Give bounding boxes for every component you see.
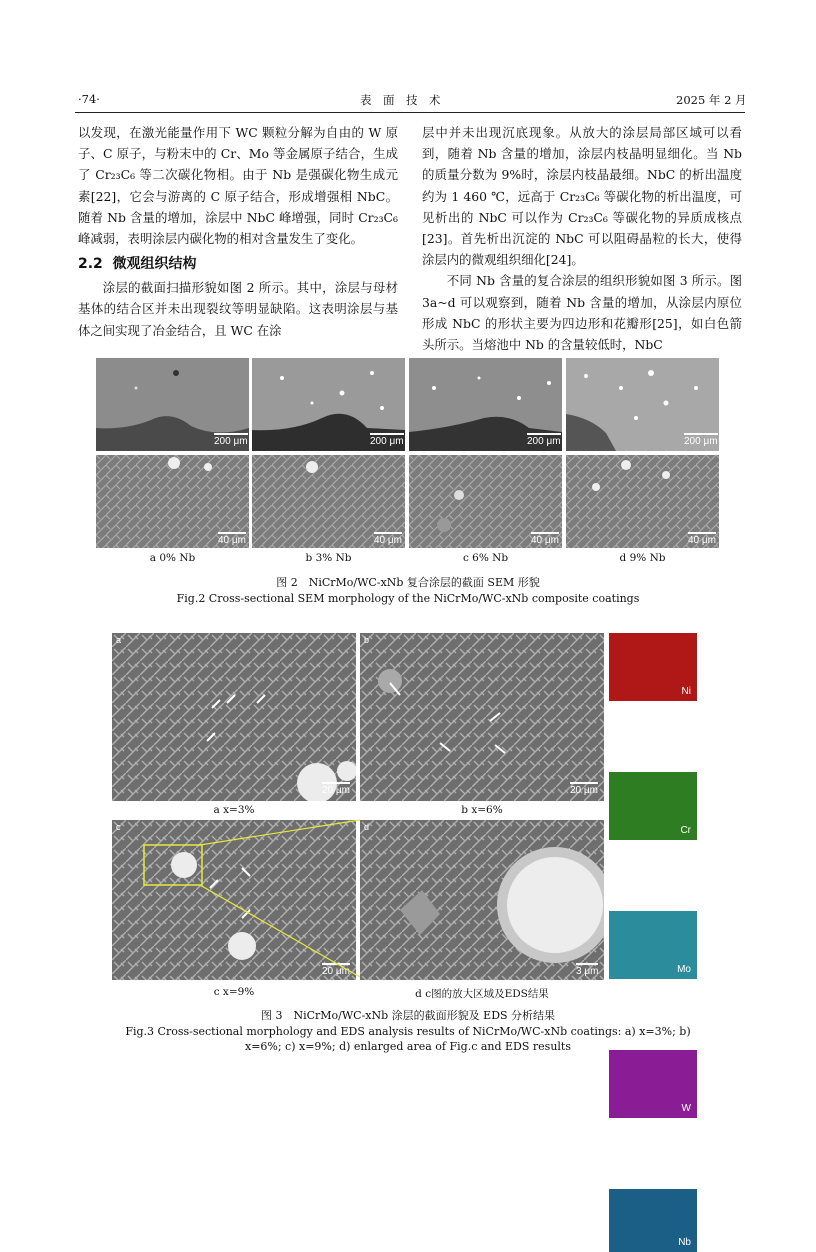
fig2-panel-d-bottom — [566, 455, 719, 548]
fig2-label-b: b 3% Nb — [305, 552, 352, 564]
fig2-scale-c-bottom: 40 μm — [531, 535, 559, 546]
left-paragraph-2: 涂层的截面扫描形貌如图 2 所示。其中，涂层与母材基体的结合区并未出现裂纹等明显缺陷。这表明涂层与基体之间实现了冶金结合，且 WC 在涂 — [78, 280, 398, 338]
fig3-panel-b — [360, 633, 604, 801]
eds-map-mo — [609, 911, 697, 979]
fig2-panel-c-top — [409, 358, 562, 451]
zoom-connector-lines — [200, 815, 370, 985]
fig2-scale-d: 200 μm — [684, 436, 718, 447]
eds-map-ni — [609, 633, 697, 701]
fig2-panel-b-top — [252, 358, 405, 451]
right-paragraph-2: 不同 Nb 含量的复合涂层的组织形貌如图 3 所示。图 3a~d 可以观察到，随着 Nb 含量的增加，从涂层内原位形成 NbC 的形状主要为四边形和花瓣形[25]，如白色箭头所示。当熔池中 Nb 的含量较低时，NbC — [422, 273, 742, 353]
fig3-label-a: a x=3% — [213, 804, 255, 816]
fig3-label-c: c x=9% — [213, 986, 255, 998]
fig3-tag-b: b — [364, 635, 370, 645]
fig2-scale-c: 200 μm — [527, 436, 561, 447]
fig2-caption-cn: 图 2 NiCrMo/WC-xNb 复合涂层的截面 SEM 形貌 — [276, 576, 540, 589]
journal-title: 表 面 技 术 — [360, 93, 441, 107]
section-heading — [78, 253, 398, 275]
fig3-caption-en-1: Fig.3 Cross-sectional morphology and EDS analysis results of NiCrMo/WC-xNb coatings: a) x=3%; b) — [125, 1025, 691, 1038]
fig2-panel-a-bottom — [96, 455, 249, 548]
section-number: 2.2 — [78, 256, 103, 273]
fig3-scale-c: 20 μm — [322, 966, 350, 977]
fig3-tag-d: d — [364, 822, 370, 832]
eds-label-mo: Mo — [677, 964, 691, 975]
fig2-label-c: c 6% Nb — [462, 552, 509, 564]
fig3-panel-d — [360, 820, 604, 980]
header-rule — [75, 112, 745, 113]
fig2-panel-c-bottom — [409, 455, 562, 548]
fig3-panel-a — [112, 633, 356, 801]
section-title: 微观组织结构 — [112, 256, 197, 273]
fig2-scale-a: 200 μm — [214, 436, 248, 447]
fig3-scale-b: 20 μm — [570, 785, 598, 796]
eds-label-ni: Ni — [681, 686, 691, 697]
page-number: ·74· — [78, 92, 100, 106]
fig3-scale-d: 3 μm — [576, 966, 599, 977]
fig3-label-d: d c图的放大区域及EDS结果 — [415, 988, 549, 1000]
fig2-label-a: a 0% Nb — [149, 552, 196, 564]
fig3-caption-en-2: x=6%; c) x=9%; d) enlarged area of Fig.c and EDS results — [244, 1040, 571, 1053]
eds-map-nb — [609, 1189, 697, 1252]
fig2-scale-b-bottom: 40 μm — [374, 535, 402, 546]
fig2-panel-b-bottom — [252, 455, 405, 548]
fig2-scale-d-bottom: 40 μm — [688, 535, 716, 546]
fig3-tag-c: c — [116, 822, 121, 832]
right-column — [422, 122, 742, 355]
fig2-scale-a-bottom: 40 μm — [218, 535, 246, 546]
fig2-panel-a-top — [96, 358, 249, 451]
fig3-caption-cn: 图 3 NiCrMo/WC-xNb 涂层的截面形貌及 EDS 分析结果 — [260, 1009, 556, 1022]
fig2-label-d: d 9% Nb — [619, 552, 666, 564]
eds-map-cr — [609, 772, 697, 840]
eds-map-w — [609, 1050, 697, 1118]
left-column — [78, 122, 398, 341]
fig3-tag-a: a — [116, 635, 122, 645]
fig2-caption-en: Fig.2 Cross-sectional SEM morphology of the NiCrMo/WC-xNb composite coatings — [176, 592, 640, 605]
eds-label-w: W — [681, 1103, 691, 1114]
fig2-scale-b: 200 μm — [370, 436, 404, 447]
left-paragraph-1: 以发现，在激光能量作用下 WC 颗粒分解为自由的 W 原子、C 原子，与粉末中的 Cr、Mo 等金属原子结合，生成了 Cr₂₃C₆ 等二次碳化物相。由于 Nb 是强碳化物生成元素[22]，它会与游离的 C 原子结合，形成增强相 NbC。随着 Nb 含量的增加，涂层中 NbC 峰增强，同时 Cr₂₃C₆ 峰减弱，表明涂层内碳化物的相对含量发生了变化。 — [78, 125, 398, 247]
fig2-panel-d-top — [566, 358, 719, 451]
eds-label-cr: Cr — [680, 825, 691, 836]
issue-date: 2025 年 2 月 — [676, 93, 747, 107]
fig3-scale-a: 20 μm — [322, 785, 350, 796]
right-paragraph-1: 层中并未出现沉底现象。从放大的涂层局部区域可以看到，随着 Nb 含量的增加，涂层内枝晶明显细化。当 Nb 的质量分数为 9%时，涂层内枝晶最细。NbC 的析出温度约为 1 460 ℃，远高于 Cr₂₃C₆ 等碳化物的析出温度，可见析出的 NbC 可以作为 Cr₂₃C₆ 等碳化物的异质成核点[23]。首先析出沉淀的 NbC 可以阻碍晶粒的长大，使得涂层内的微观组织细化[24]。 — [422, 125, 742, 268]
fig3-label-b: b x=6% — [461, 804, 503, 816]
eds-label-nb: Nb — [678, 1237, 691, 1248]
